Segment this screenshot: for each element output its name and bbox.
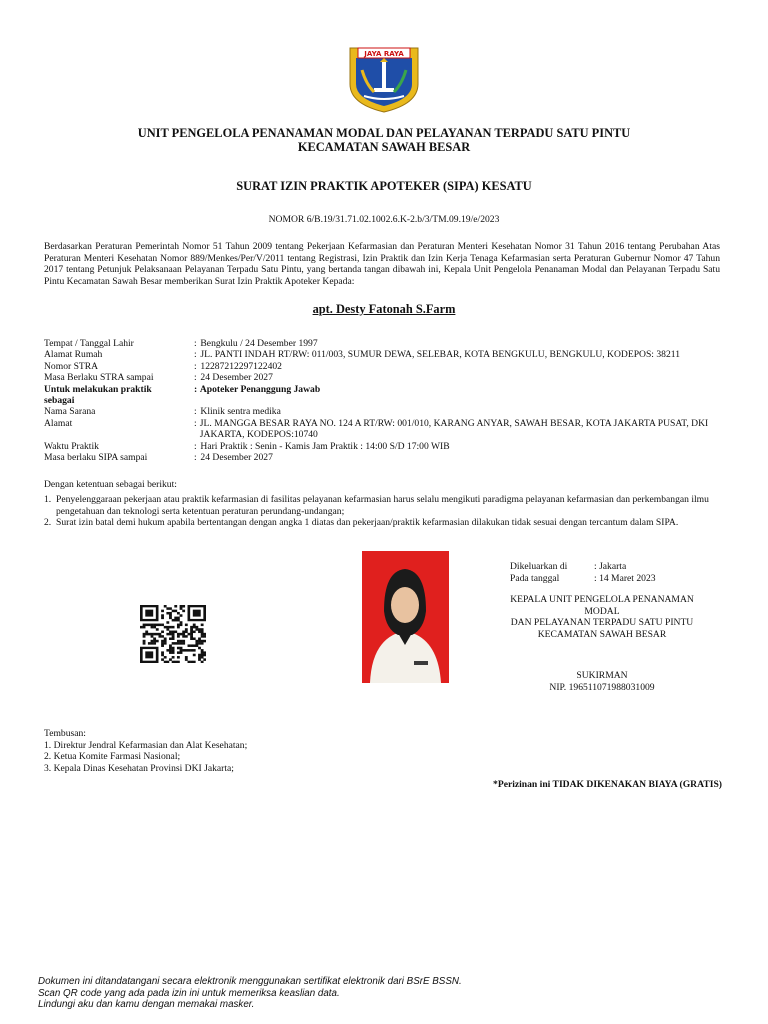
fee-note: *Perizinan ini TIDAK DIKENAKAN BIAYA (GRATIS) <box>493 779 722 790</box>
issued-date-label: Pada tanggal <box>510 573 560 584</box>
signer-name: SUKIRMAN <box>576 670 628 681</box>
signer-nip: NIP. 196511071988031009 <box>549 682 655 693</box>
qr-finder-pattern <box>145 610 153 617</box>
agency-line-1: UNIT PENGELOLA PENANAMAN MODAL DAN PELAYANAN TERPADU SATU PINTU <box>137 126 631 140</box>
condition-text: Penyelenggaraan pekerjaan atau praktik kefarmasian di fasilitas pelayanan kefarmasian harus selalu mengikuti paradigma pelayanan kefarmasian dan perkembangan ilmu pengetahuan dan teknologi serta ketentuan peraturan perundang-undangan; <box>56 494 709 517</box>
official-title <box>482 594 722 640</box>
field-value: 24 Desember 2027 <box>200 452 273 464</box>
conditions-intro: Dengan ketentuan sebagai berikut: <box>44 479 177 490</box>
qr-finder-pattern <box>145 651 153 658</box>
field-value: JL. PANTI INDAH RT/RW: 011/003, SUMUR DEWA, SELEBAR, KOTA BENGKULU, BENGKULU, KODEPOS: 38211 <box>200 349 680 361</box>
field-value: Hari Praktik : Senin - Kamis Jam Praktik : 14:00 S/D 17:00 WIB <box>200 440 450 452</box>
field-label: Alamat Rumah <box>44 349 103 361</box>
field-label: Untuk melakukan praktik sebagai <box>44 383 152 407</box>
official-line: DAN PELAYANAN TERPADU SATU PINTU <box>510 617 694 629</box>
field-sipa-expiry: Masa berlaku SIPA sampai : 24 Desember 2027 <box>44 452 273 464</box>
field-value: Bengkulu / 24 Desember 1997 <box>200 338 318 349</box>
copies-item: 3. Kepala Dinas Kesehatan Provinsi DKI Jakarta; <box>44 762 234 774</box>
condition-number: 2. <box>44 517 52 529</box>
footer-line: Lindungi aku dan kamu dengan memakai masker. <box>38 999 255 1010</box>
holder-details <box>44 338 734 463</box>
qr-finder-pattern <box>193 610 201 617</box>
footer-line: Dokumen ini ditandatangani secara elektronik menggunakan sertifikat elektronik dari BSrE BSSN. <box>38 976 462 987</box>
footer-notice <box>38 976 462 1011</box>
field-birth: Tempat / Tanggal Lahir : Bengkulu / 24 Desember 1997 <box>44 338 318 349</box>
intro-paragraph: Berdasarkan Peraturan Pemerintah Nomor 51 Tahun 2009 tentang Pekerjaan Kefarmasian dan Peraturan Menteri Kesehatan Nomor 31 Tahun 2016 tentang Perubahan Atas Peraturan Menteri Kesehatan Nomor 889/Menkes/Per/V/2011 tentang Registrasi, Izin Praktik dan Izin Kerja Tenaga Kefarmasian serta Peraturan Gubernur Nomor 47 Tahun 2017 tentang Petunjuk Pelaksanaan Pelayanan Terpadu Satu Pintu, yang bertanda tangan dibawah ini, Kepala Unit Pengelola Penanaman Modal dan Pelayanan Terpadu Satu Pintu Kecamatan Sawah Besar memberikan Surat Izin Praktik Apoteker Kepada: <box>44 241 720 287</box>
condition-number: 1. <box>44 494 52 505</box>
holder-photo <box>362 551 449 683</box>
copies-item: 1. Direktur Jendral Kefarmasian dan Alat Kesehatan; <box>44 739 248 751</box>
condition-item <box>44 494 724 517</box>
holder-name: apt. Desty Fatonah S.Farm <box>312 302 456 316</box>
issuance-info <box>510 561 656 585</box>
field-facility-name: Nama Sarana : Klinik sentra medika <box>44 406 281 418</box>
field-label: Tempat / Tanggal Lahir <box>44 338 134 349</box>
official-line: MODAL <box>584 605 620 617</box>
field-facility-address: Alamat : JL. MANGGA BESAR RAYA NO. 124 A RT/RW: 001/010, KARANG ANYAR, SAWAH BESAR, KOTA JAKARTA PUSAT, DKI JAKARTA, KODEPOS:10740 <box>44 418 734 441</box>
document-number: NOMOR 6/B.19/31.71.02.1002.6.K-2.b/3/TM.09.19/e/2023 <box>268 214 500 225</box>
agency-line-2: KECAMATAN SAWAH BESAR <box>297 140 471 154</box>
jakarta-coat-of-arms-logo <box>344 44 424 114</box>
field-value: Klinik sentra medika <box>200 406 281 418</box>
issued-place-value: : Jakarta <box>594 561 627 572</box>
copies-to <box>44 728 247 774</box>
document-title: SURAT IZIN PRAKTIK APOTEKER (SIPA) KESATU <box>236 179 532 193</box>
signer-block <box>482 670 722 694</box>
field-value: 24 Desember 2027 <box>200 372 273 384</box>
field-value: JL. MANGGA BESAR RAYA NO. 124 A RT/RW: 001/010, KARANG ANYAR, SAWAH BESAR, KOTA JAKARTA PUSAT, DKI JAKARTA, KODEPOS:10740 <box>199 417 709 441</box>
field-label: Alamat <box>44 417 73 429</box>
field-label: Nama Sarana <box>44 406 96 418</box>
field-stra-number: Nomor STRA : 12287212297122402 <box>44 360 282 372</box>
field-stra-expiry: Masa Berlaku STRA sampai : 24 Desember 2027 <box>44 372 273 384</box>
field-practice-time: Waktu Praktik : Hari Praktik : Senin - Kamis Jam Praktik : 14:00 S/D 17:00 WIB <box>44 440 450 452</box>
conditions-list <box>44 494 724 529</box>
copies-title: Tembusan: <box>44 728 86 739</box>
logo-banner-text: JAYA RAYA <box>364 50 404 58</box>
field-value: Apoteker Penanggung Jawab <box>199 383 321 395</box>
footer-line: Scan QR code yang ada pada izin ini untuk memeriksa keaslian data. <box>38 987 340 999</box>
agency-header <box>0 126 768 154</box>
condition-text: Surat izin batal demi hukum apabila bertentangan dengan angka 1 diatas dan pekerjaan/praktik kefarmasian dilakukan tidak sesuai dengan tercantum dalam SIPA. <box>56 517 679 529</box>
condition-item <box>44 517 724 529</box>
field-label: Masa berlaku SIPA sampai <box>44 452 148 464</box>
field-label: Waktu Praktik <box>44 440 99 452</box>
field-practice-role: Untuk melakukan praktik sebagai : Apoteker Penanggung Jawab <box>44 383 321 407</box>
official-line: KEPALA UNIT PENGELOLA PENANAMAN <box>510 594 694 605</box>
field-label: Nomor STRA <box>44 360 99 372</box>
field-home-address: Alamat Rumah : JL. PANTI INDAH RT/RW: 011/003, SUMUR DEWA, SELEBAR, KOTA BENGKULU, BENGKULU, KODEPOS: 38211 <box>44 349 680 361</box>
copies-item: 2. Ketua Komite Farmasi Nasional; <box>44 751 181 763</box>
verification-qr-code <box>140 605 206 663</box>
issued-date-value: : 14 Maret 2023 <box>594 573 656 584</box>
official-line: KECAMATAN SAWAH BESAR <box>537 628 667 640</box>
field-value: 12287212297122402 <box>200 360 282 372</box>
field-label: Masa Berlaku STRA sampai <box>44 372 154 384</box>
issued-place-label: Dikeluarkan di <box>510 561 568 572</box>
